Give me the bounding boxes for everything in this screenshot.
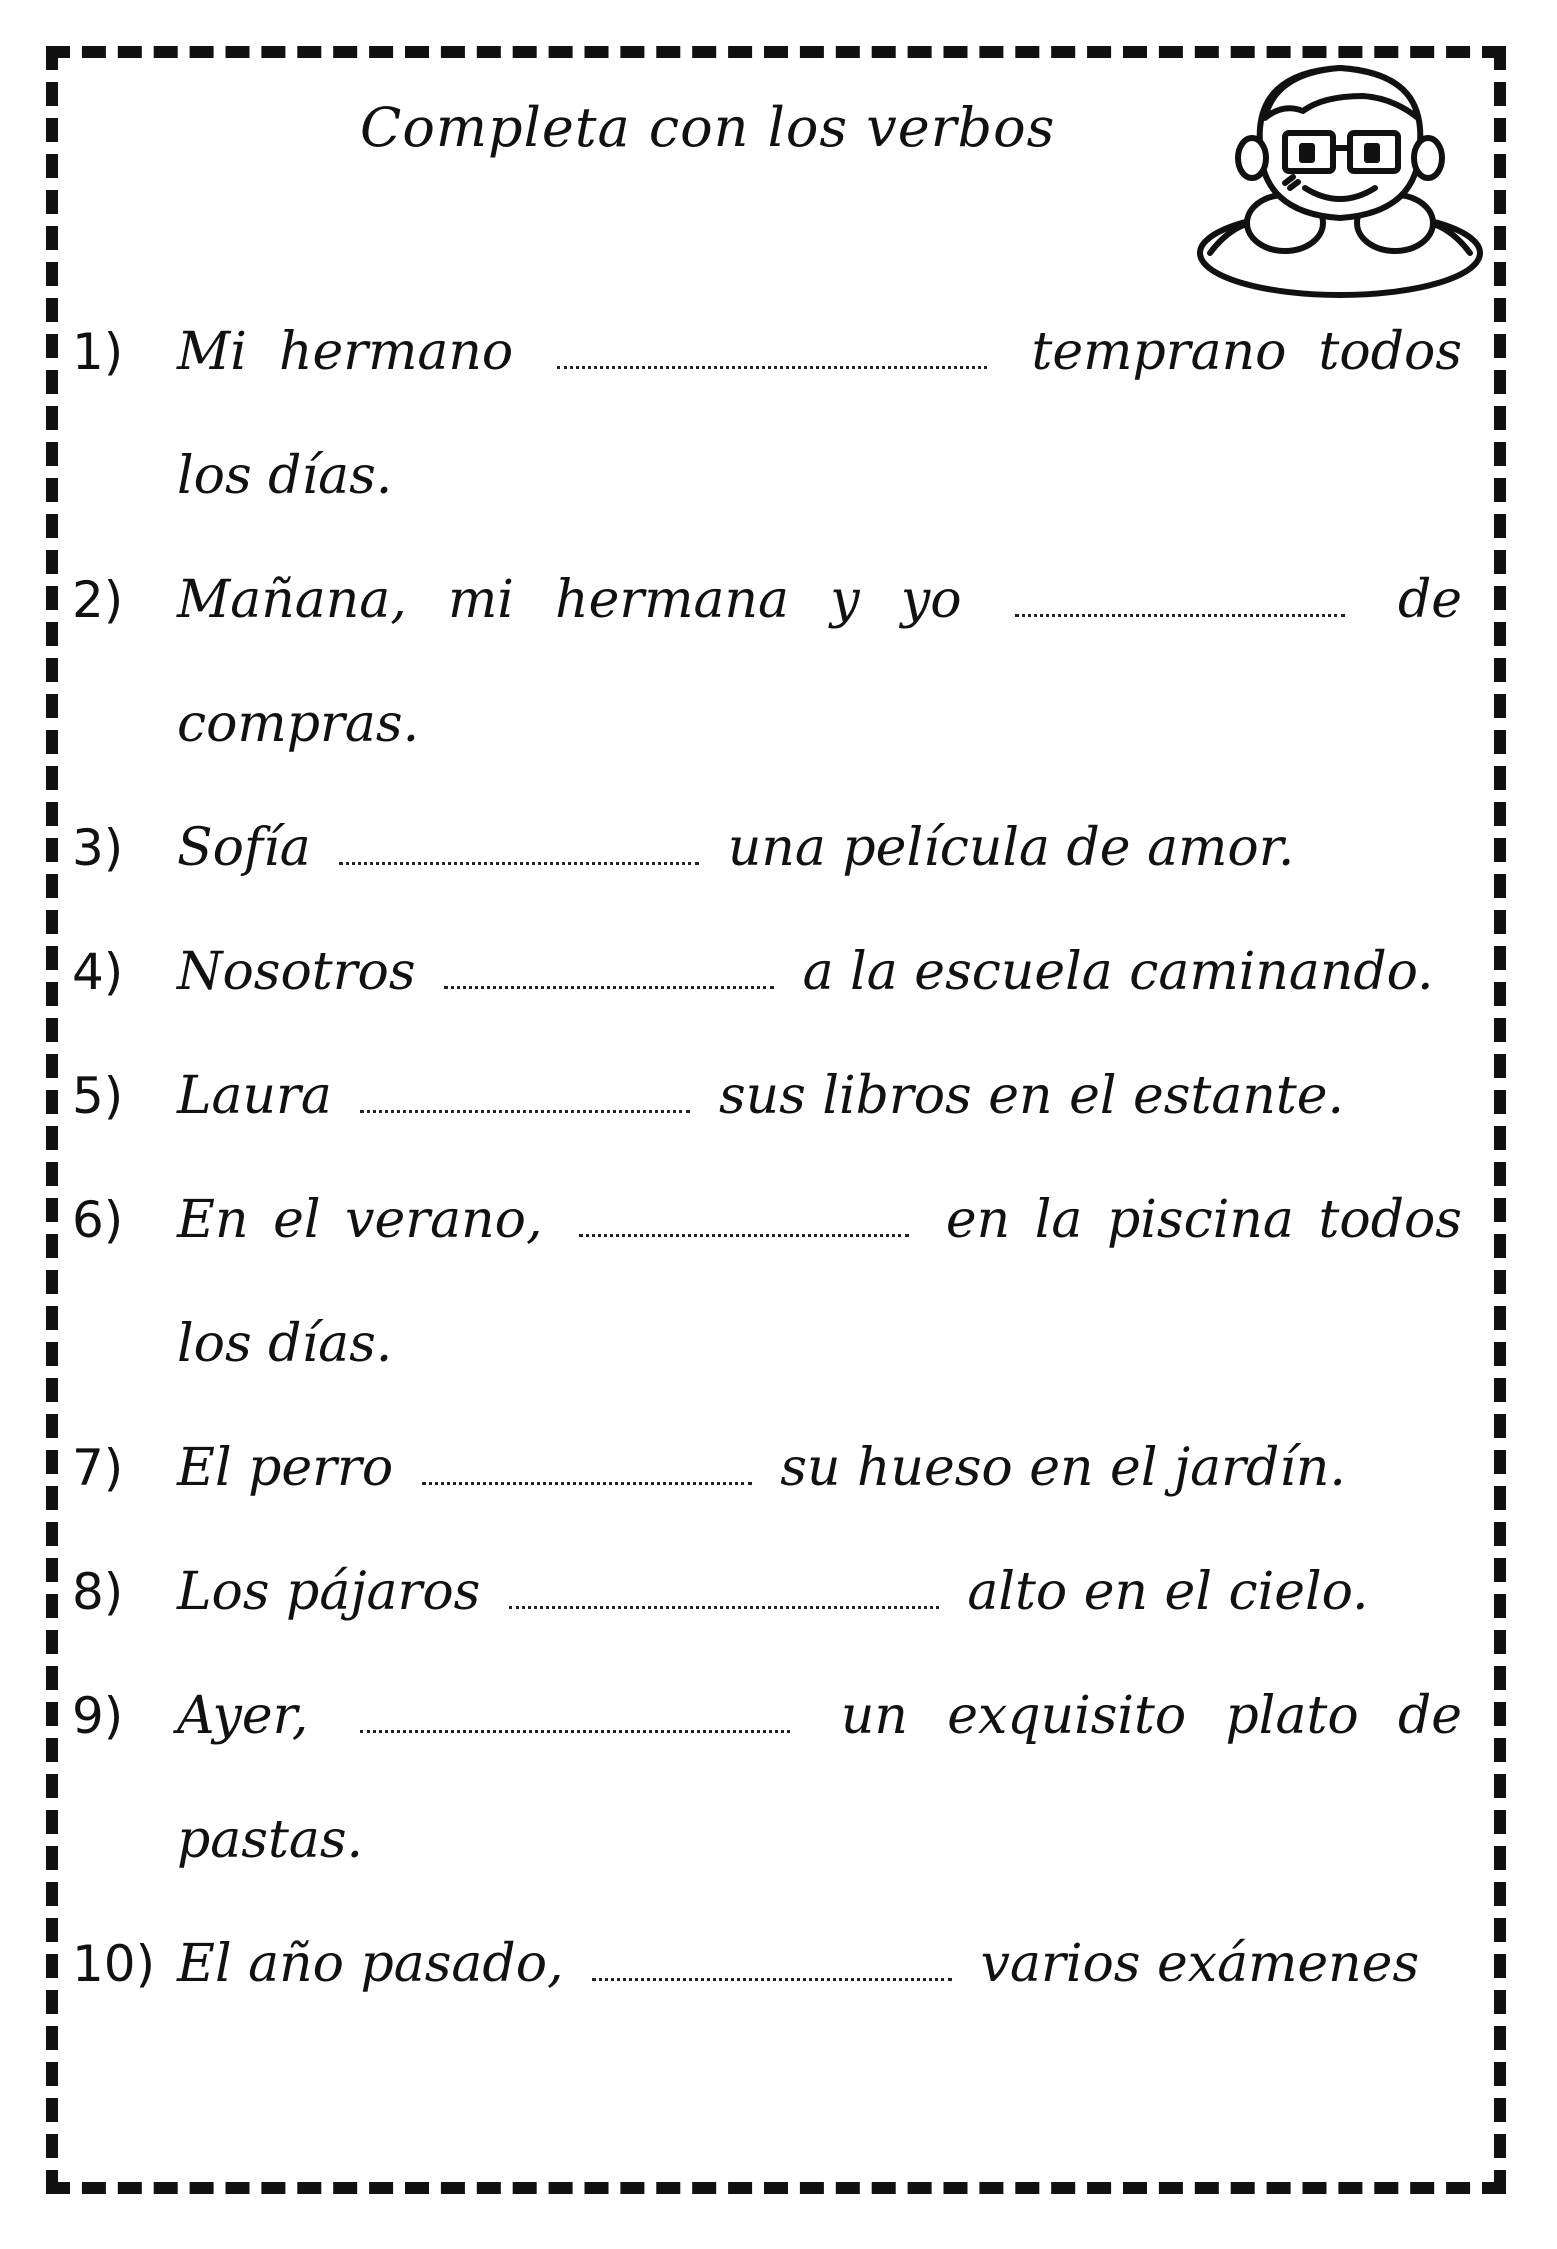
answer-blank[interactable]: [360, 1678, 790, 1733]
exercise-sentence: [177, 786, 1462, 910]
sentence-start: Los pájaros: [177, 1562, 481, 1622]
exercise-sentence: [177, 910, 1462, 1034]
sentence-start: Sofía: [177, 818, 311, 878]
exercise-list: [72, 290, 1462, 2026]
exercise-sentence: [177, 1654, 1462, 1902]
exercise-item: [72, 1654, 1462, 1902]
sentence-start: Mañana, mi hermana y yo: [177, 570, 962, 630]
exercise-item: [72, 1034, 1462, 1158]
sentence-end: temprano todos los días.: [177, 322, 1463, 506]
sentence-start: Ayer,: [177, 1686, 309, 1746]
exercise-sentence: [177, 1158, 1462, 1406]
exercise-sentence: [177, 1406, 1462, 1530]
exercise-item: [72, 290, 1462, 538]
exercise-number: 2): [72, 571, 124, 629]
exercise-item: [72, 538, 1462, 786]
exercise-number: 8): [72, 1563, 124, 1621]
sentence-start: Mi hermano: [177, 322, 514, 382]
answer-blank[interactable]: [444, 934, 774, 989]
sentence-end: varios exámenes: [980, 1934, 1420, 1994]
sentence-end: alto en el cielo.: [967, 1562, 1369, 1622]
answer-blank[interactable]: [422, 1430, 752, 1485]
exercise-sentence: [177, 538, 1462, 786]
exercise-number: 10): [72, 1935, 156, 1993]
answer-blank[interactable]: [360, 1058, 690, 1113]
exercise-sentence: [177, 290, 1462, 538]
boy-with-glasses-swim-ring-icon: [1190, 48, 1490, 308]
answer-blank[interactable]: [339, 810, 699, 865]
exercise-sentence: [177, 1902, 1462, 2026]
page-title: Completa con los verbos: [360, 96, 1056, 159]
exercise-number: 5): [72, 1067, 124, 1125]
sentence-end: una película de amor.: [727, 818, 1295, 878]
sentence-end: un exquisito plato de pastas.: [177, 1686, 1463, 1870]
sentence-start: Laura: [177, 1066, 332, 1126]
answer-blank[interactable]: [509, 1554, 939, 1609]
exercise-number: 6): [72, 1191, 124, 1249]
sentence-start: Nosotros: [177, 942, 416, 1002]
answer-blank[interactable]: [557, 314, 987, 369]
exercise-item: [72, 1902, 1462, 2026]
sentence-start: El año pasado,: [177, 1934, 564, 1994]
exercise-sentence: [177, 1530, 1462, 1654]
answer-blank[interactable]: [592, 1926, 952, 1981]
exercise-number: 3): [72, 819, 124, 877]
sentence-start: El perro: [177, 1438, 394, 1498]
sentence-end: a la escuela caminando.: [802, 942, 1434, 1002]
exercise-sentence: [177, 1034, 1462, 1158]
sentence-end: su hueso en el jardín.: [780, 1438, 1346, 1498]
exercise-number: 4): [72, 943, 124, 1001]
answer-blank[interactable]: [579, 1182, 909, 1237]
sentence-end: sus libros en el estante.: [718, 1066, 1345, 1126]
exercise-item: [72, 910, 1462, 1034]
answer-blank[interactable]: [1015, 562, 1345, 617]
exercise-number: 1): [72, 323, 124, 381]
exercise-number: 9): [72, 1687, 124, 1745]
exercise-number: 7): [72, 1439, 124, 1497]
sentence-end: en la piscina todos los días.: [177, 1190, 1462, 1374]
exercise-item: [72, 786, 1462, 910]
exercise-item: [72, 1406, 1462, 1530]
exercise-item: [72, 1158, 1462, 1406]
sentence-end: de compras.: [177, 570, 1463, 754]
sentence-start: En el verano,: [177, 1190, 543, 1250]
exercise-item: [72, 1530, 1462, 1654]
